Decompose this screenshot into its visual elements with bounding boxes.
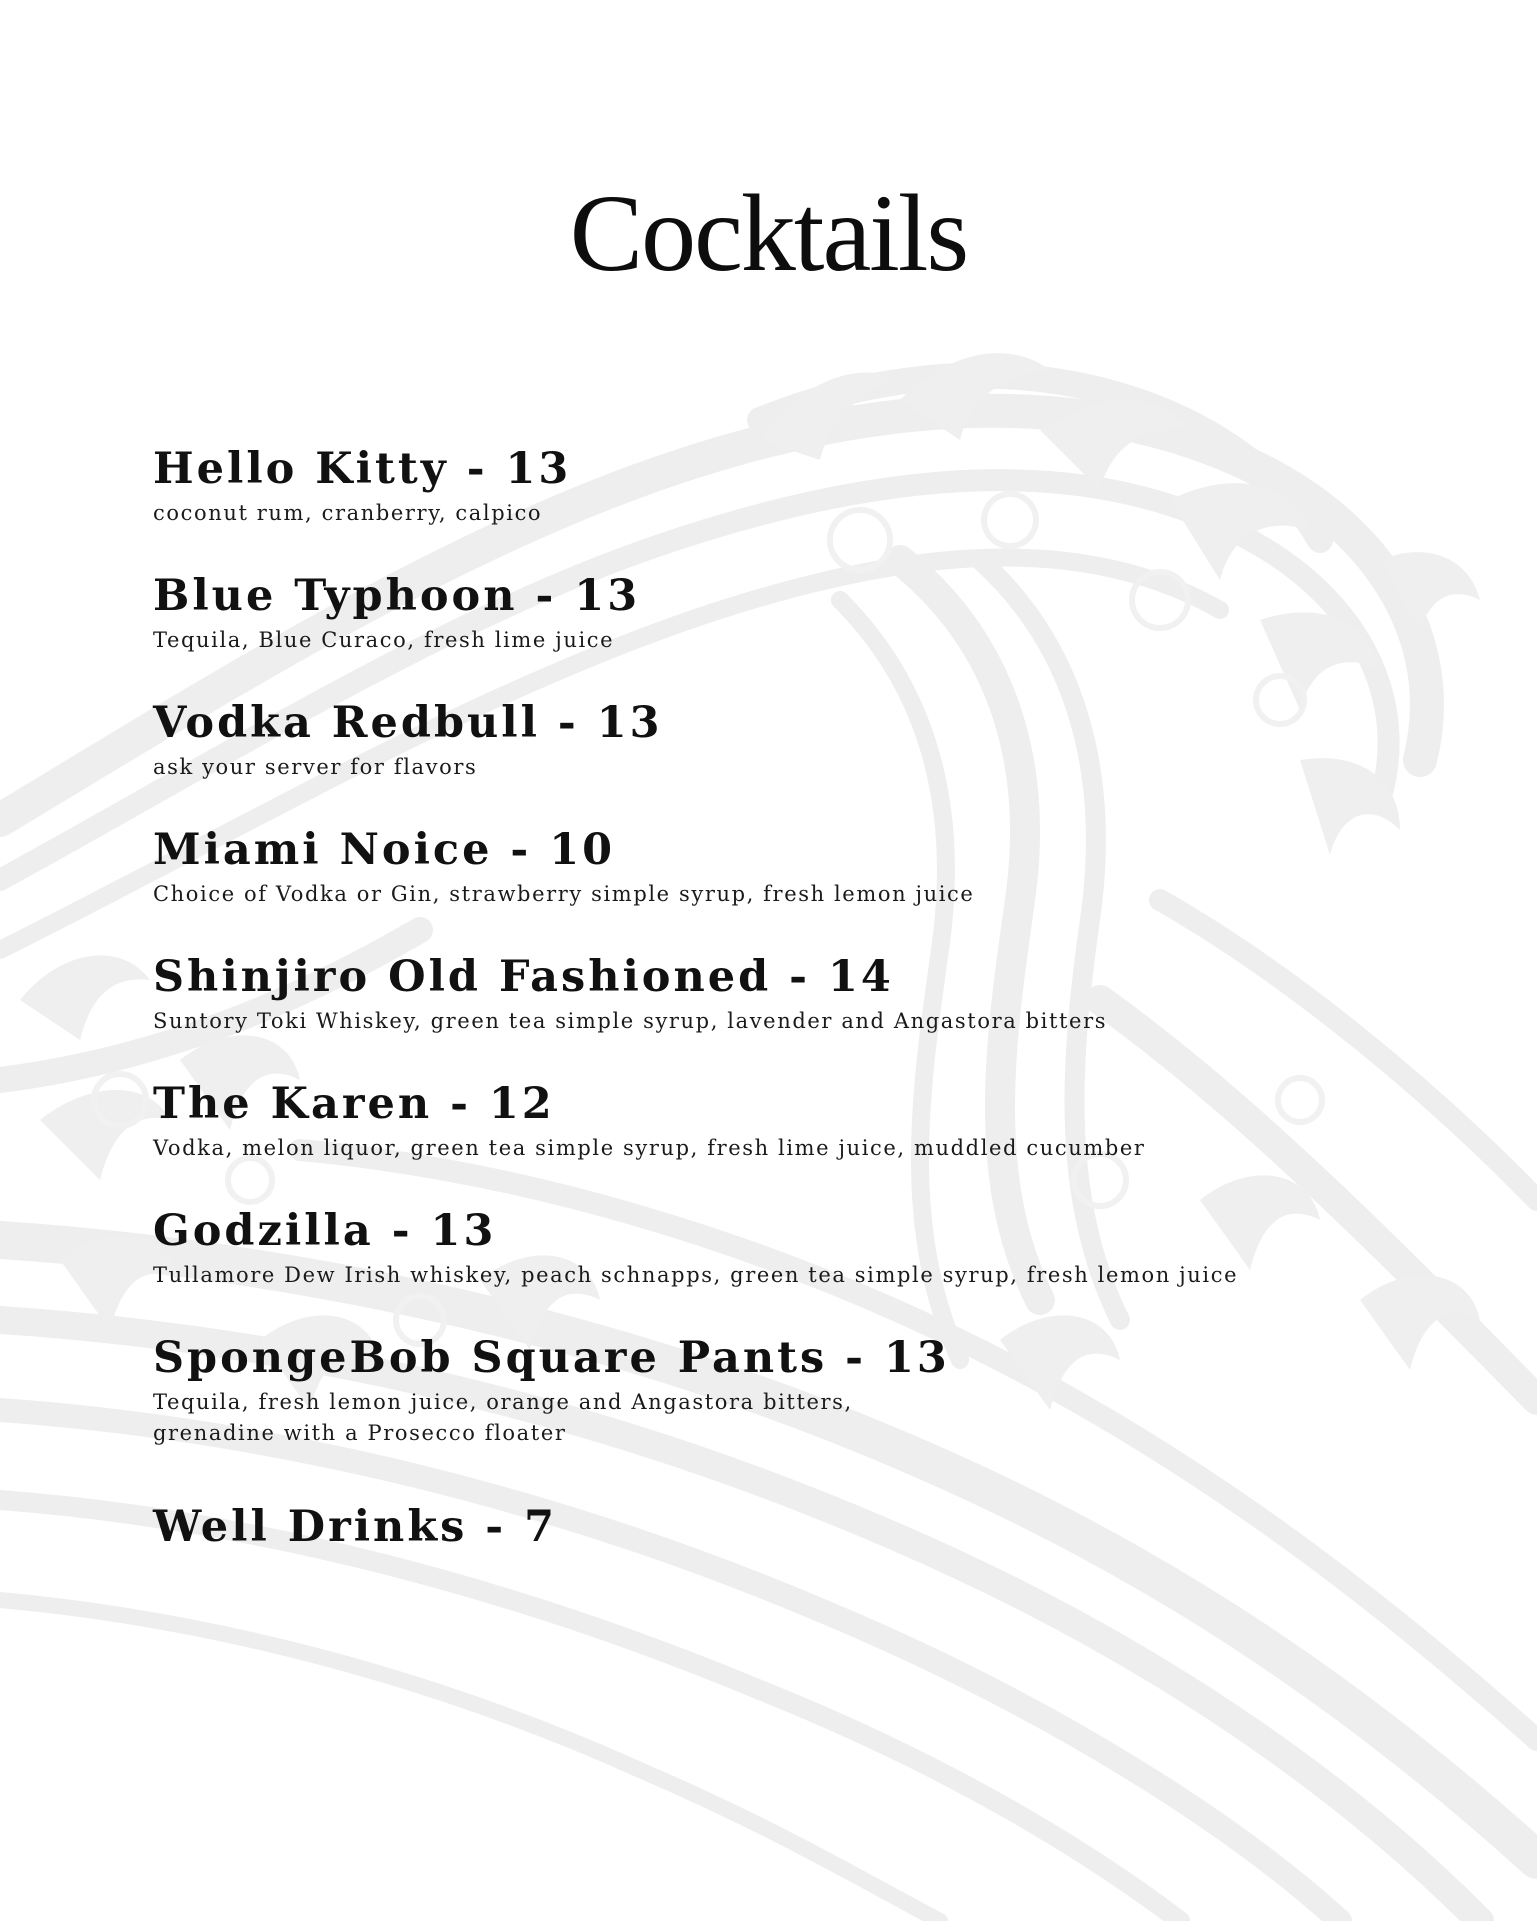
list-item [153,1501,1433,1553]
item-name: Miami Noice - 10 [153,825,616,875]
item-description: coconut rum, cranberry, calpico [153,501,543,525]
item-name: Well Drinks - 7 [153,1502,558,1552]
item-description: Vodka, melon liquor, green tea simple syrup, fresh lime juice, muddled cucumber [153,1136,1146,1160]
item-description: Tequila, Blue Curaco, fresh lime juice [153,628,615,652]
list-item [153,570,1433,656]
item-name: Blue Typhoon - 13 [153,571,641,621]
item-name: Godzilla - 13 [153,1206,497,1256]
item-name: SpongeBob Square Pants - 13 [153,1333,950,1383]
item-description: ask your server for flavors [153,755,478,779]
item-description: Choice of Vodka or Gin, strawberry simple syrup, fresh lemon juice [153,882,975,906]
list-item [153,951,1433,1037]
item-name: Shinjiro Old Fashioned - 14 [153,952,894,1002]
item-name: Hello Kitty - 13 [153,444,572,494]
list-item [153,1078,1433,1164]
item-description: Tullamore Dew Irish whiskey, peach schnapps, green tea simple syrup, fresh lemon juice [153,1263,1239,1287]
list-item [153,1332,1433,1449]
list-item [153,1205,1433,1291]
item-name: Vodka Redbull - 13 [153,698,663,748]
item-description-line-2: grenadine with a Prosecco floater [153,1421,567,1445]
item-description: Suntory Toki Whiskey, green tea simple syrup, lavender and Angastora bitters [153,1009,1108,1033]
item-name: The Karen - 12 [153,1079,555,1129]
list-item [153,824,1433,910]
item-description-line-1: Tequila, fresh lemon juice, orange and Angastora bitters, [153,1390,853,1414]
list-item [153,443,1433,529]
list-item [153,697,1433,783]
cocktail-menu-list [153,443,1433,1594]
page-title: Cocktails [569,172,968,294]
